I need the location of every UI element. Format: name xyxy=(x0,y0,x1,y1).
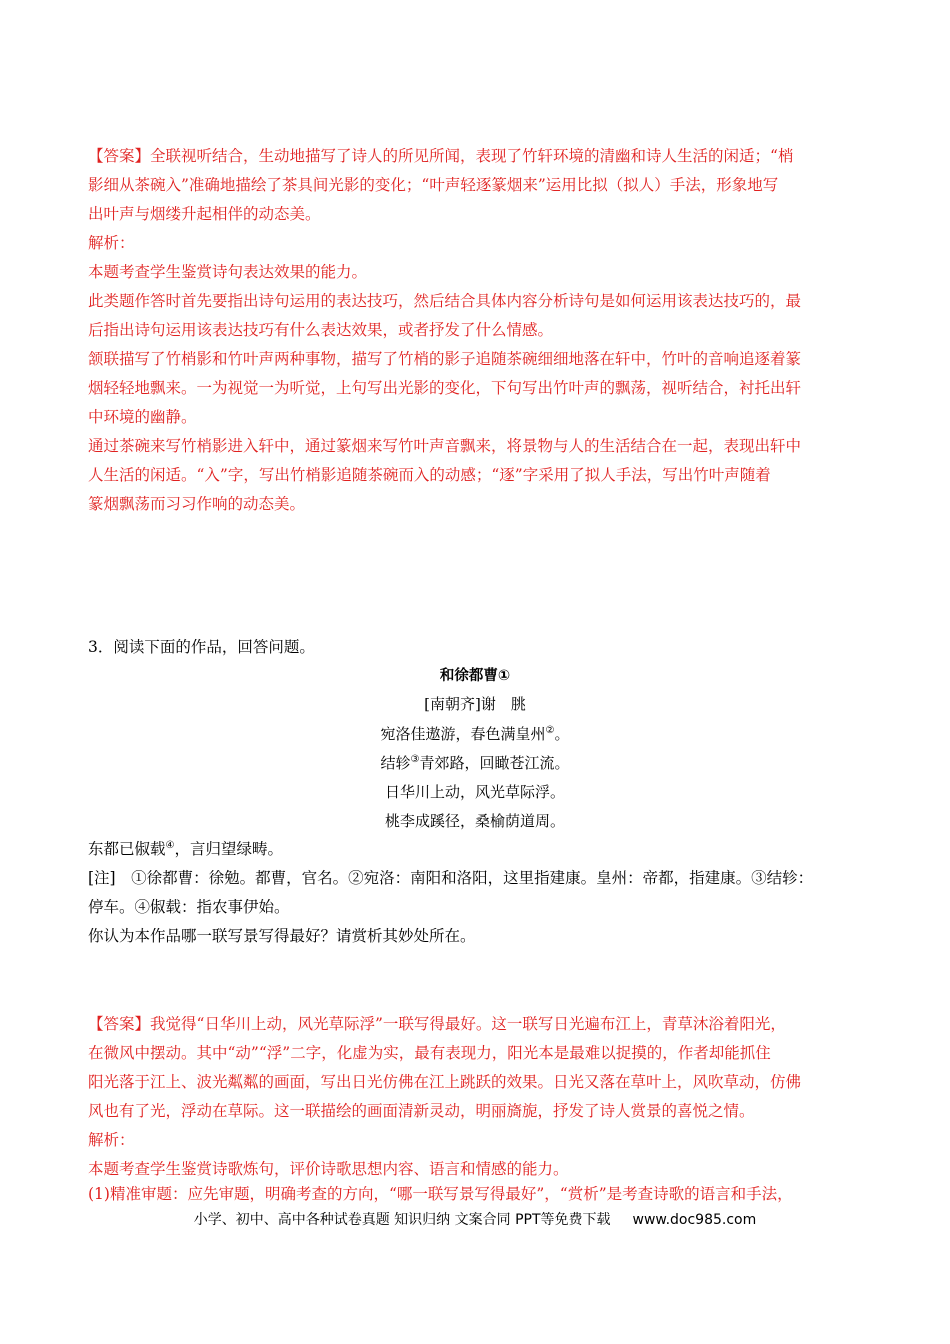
question-3-prompt: 3．阅读下面的作品，回答问题。 xyxy=(88,638,315,656)
note-line-2: 停车。④俶载：指农事伊始。 xyxy=(88,898,290,916)
poem-last-line: 东都已俶载④，言归望绿畴。 xyxy=(88,839,283,858)
note-line-1: [注] ①徐都曹：徐勉。都曹，官名。②宛洛：南阳和洛阳，这里指建康。皇州：帝都，指建康。③结轸： xyxy=(88,869,814,887)
question-3-text: 你认为本作品哪一联写景写得最好？请赏析其妙处所在。 xyxy=(88,927,476,945)
analysis-1-line-5: 烟轻轻地飘来。一为视觉一为听觉，上句写出光影的变化，下句写出竹叶声的飘荡，视听结合，衬托出轩 xyxy=(88,379,802,397)
poem-line-1: 宛洛佳遨游，春色满皇州②。 xyxy=(380,725,570,743)
poem-line-2: 结轸③青郊路，回瞰苍江流。 xyxy=(380,754,570,772)
answer-3-line-2: 在微风中摆动。其中“动”“浮”二字，化虚为实，最有表现力，阳光本是最难以捉摸的，作者却能抓住 xyxy=(88,1044,771,1062)
poem-line-3: 日华川上动，风光草际浮。 xyxy=(384,783,565,801)
analysis-1-line-7: 通过茶碗来写竹梢影进入轩中，通过篆烟来写竹叶声音飘来，将景物与人的生活结合在一起，表现出轩中 xyxy=(88,437,802,455)
answer-3-line-1: 【答案】我觉得“日华川上动，风光草际浮”一联写得最好。这一联写日光遍布江上，青草沐浴着阳光， xyxy=(88,1015,786,1033)
analysis-1-line-8: 人生活的闲适。“入”字，写出竹梢影追随茶碗而入的动感；“逐”字采用了拟人手法，写出竹叶声随着 xyxy=(88,466,771,484)
analysis-1-line-9: 篆烟飘荡而习习作响的动态美。 xyxy=(88,495,306,513)
answer-3-line-3: 阳光落于江上、波光粼粼的画面，写出日光仿佛在江上跳跃的效果。日光又落在草叶上，风吹草动，仿佛 xyxy=(88,1073,802,1091)
analysis-3-line-1: 本题考查学生鉴赏诗歌炼句，评价诗歌思想内容、语言和情感的能力。 xyxy=(88,1160,569,1178)
analysis-1-line-1: 本题考查学生鉴赏诗句表达效果的能力。 xyxy=(88,263,368,281)
poem-title: 和徐都曹① xyxy=(439,668,511,684)
answer-tag: 【答案】 xyxy=(88,147,151,165)
analysis-1-line-6: 中环境的幽静。 xyxy=(88,408,197,426)
analysis-1-line-4: 颔联描写了竹梢影和竹叶声两种事物，描写了竹梢的影子追随茶碗细细地落在轩中，竹叶的音响追逐着篆 xyxy=(88,350,802,368)
footer-site-link[interactable]: www.doc985.com xyxy=(632,1212,757,1228)
answer-1-line-1: 【答案】全联视听结合，生动地描写了诗人的所见所闻，表现了竹轩环境的清幽和诗人生活的闲适；“梢 xyxy=(88,147,794,165)
page-footer xyxy=(0,1209,950,1229)
analysis-1-line-2: 此类题作答时首先要指出诗句运用的表达技巧，然后结合具体内容分析诗句是如何运用该表达技巧的，最 xyxy=(88,292,802,310)
answer-3-line-4: 风也有了光，浮动在草际。这一联描绘的画面清新灵动，明丽旖旎，抒发了诗人赏景的喜悦之情。 xyxy=(88,1102,755,1120)
answer-tag: 【答案】 xyxy=(88,1015,151,1033)
answer-1-line-2: 影细从茶碗入”准确地描绘了茶具间光影的变化；“叶声轻逐篆烟来”运用比拟（拟人）手法，形象地写 xyxy=(88,176,779,194)
poem-author: [南朝齐]谢 朓 xyxy=(424,695,526,713)
footer-text: 小学、初中、高中各种试卷真题 知识归纳 文案合同 PPT等免费下载 xyxy=(193,1212,611,1228)
analysis-label-3: 解析： xyxy=(88,1131,135,1149)
poem-line-4: 桃李成蹊径，桑榆荫道周。 xyxy=(384,812,565,830)
analysis-label-1: 解析： xyxy=(88,234,135,252)
analysis-3-line-2: (1)精准审题：应先审题，明确考查的方向，“哪一联写景写得最好”，“赏析”是考查诗歌的语言和手法， xyxy=(88,1185,793,1203)
analysis-1-line-3: 后指出诗句运用该表达技巧有什么表达效果，或者抒发了什么情感。 xyxy=(88,321,554,339)
answer-1-line-3: 出叶声与烟缕升起相伴的动态美。 xyxy=(88,205,321,223)
